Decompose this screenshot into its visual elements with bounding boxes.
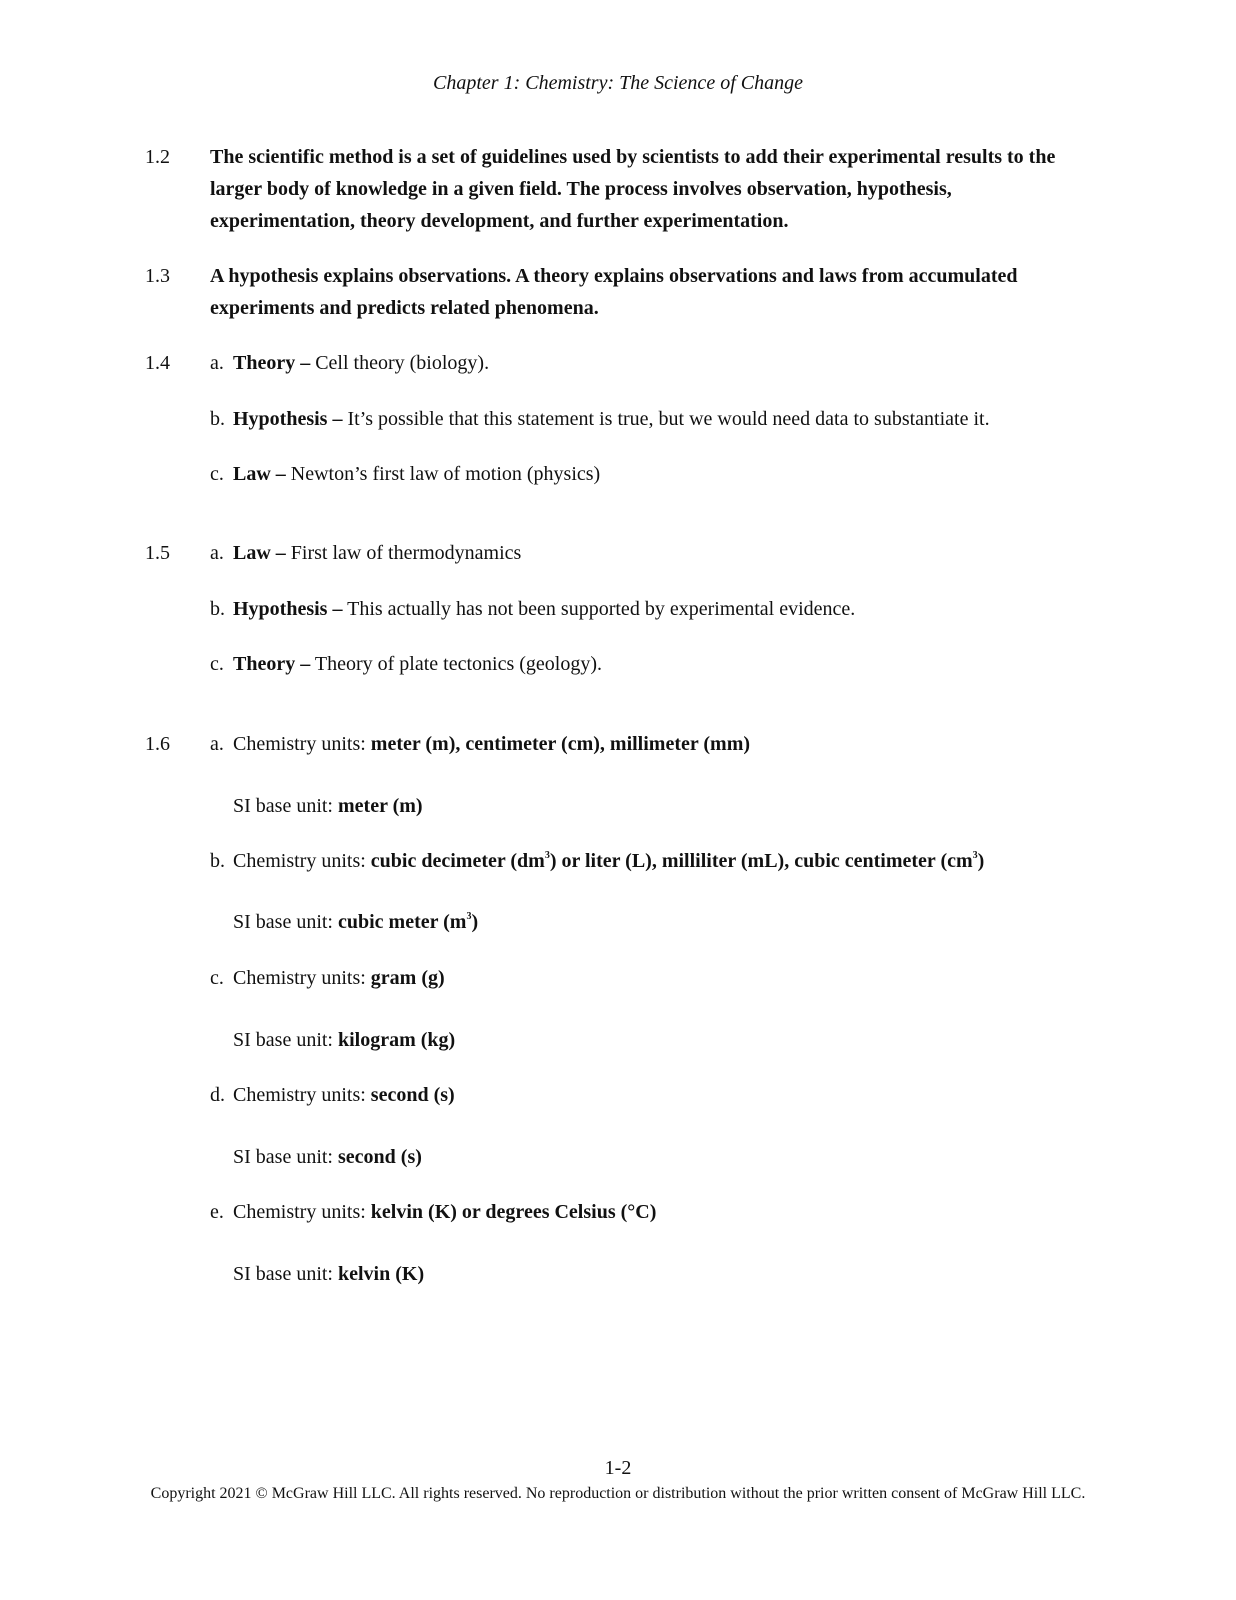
answer-item <box>210 542 521 565</box>
si-unit-value: kelvin (K) <box>338 1263 425 1285</box>
chemistry-units-value: meter (m), centimeter (cm), millimeter (mm) <box>370 733 751 755</box>
si-unit-line <box>233 1263 424 1286</box>
item-text: Theory of plate tectonics (geology). <box>310 653 602 675</box>
si-unit-label: SI base unit: <box>233 911 338 933</box>
item-letter: b. <box>210 850 225 872</box>
si-unit-line <box>233 911 478 934</box>
question-number: 1.5 <box>145 542 170 564</box>
item-letter: c. <box>210 653 224 675</box>
item-letter: c. <box>210 967 224 989</box>
item-term: Law – <box>233 463 286 485</box>
chemistry-units-label: Chemistry units: <box>233 967 371 989</box>
chapter-header: Chapter 1: Chemistry: The Science of Change <box>433 72 803 94</box>
chemistry-units-label: Chemistry units: <box>233 733 371 755</box>
item-letter: a. <box>210 352 224 374</box>
question-number: 1.3 <box>145 265 170 287</box>
value-part: ) <box>471 911 479 933</box>
item-text: This actually has not been supported by experimental evidence. <box>342 598 856 620</box>
item-text: Cell theory (biology). <box>310 352 490 374</box>
value-part: cubic decimeter (dm <box>370 850 545 872</box>
chemistry-units-value: second (s) <box>370 1084 455 1106</box>
chemistry-units-label: Chemistry units: <box>233 1201 371 1223</box>
item-letter: e. <box>210 1201 224 1223</box>
answer-item <box>210 408 990 431</box>
question-number: 1.2 <box>145 146 170 168</box>
item-text: Newton’s first law of motion (physics) <box>285 463 601 485</box>
superscript: 3 <box>972 850 978 861</box>
si-unit-value <box>338 911 478 933</box>
item-letter: d. <box>210 1084 225 1106</box>
item-letter: c. <box>210 463 224 485</box>
chemistry-units-value: kelvin (K) or degrees Celsius (°C) <box>370 1201 657 1223</box>
answer-item <box>210 598 855 621</box>
item-text: It’s possible that this statement is true, but we would need data to substantiate it. <box>342 408 990 430</box>
answer-text: A hypothesis explains observations. A theory explains observations and laws from accumulated experiments and predicts related phenomena. <box>210 265 1018 319</box>
si-unit-line <box>233 1029 455 1052</box>
si-unit-line <box>233 1146 422 1169</box>
chemistry-units-line <box>210 850 984 873</box>
item-term: Theory – <box>233 653 311 675</box>
chemistry-units-line <box>210 1084 455 1107</box>
chemistry-units-line <box>210 1201 656 1224</box>
chemistry-units-line <box>210 967 445 990</box>
answer-text: The scientific method is a set of guidelines used by scientists to add their experimental results to the larger body of knowledge in a given field. The process involves observation, hypothesis, experimentation, theory development, and further experimentation. <box>210 146 1056 232</box>
page-number: 1-2 <box>604 1457 632 1479</box>
item-text: First law of thermodynamics <box>285 542 522 564</box>
item-term: Hypothesis – <box>233 598 343 620</box>
answer-item <box>210 463 600 486</box>
superscript: 3 <box>544 850 550 861</box>
copyright-notice: Copyright 2021 © McGraw Hill LLC. All rights reserved. No reproduction or distribution without the prior written consent of McGraw Hill LLC. <box>150 1485 1086 1502</box>
si-unit-value: kilogram (kg) <box>338 1029 456 1051</box>
si-unit-label: SI base unit: <box>233 795 338 817</box>
item-letter: a. <box>210 733 224 755</box>
item-term: Law – <box>233 542 286 564</box>
answer-item <box>210 352 489 375</box>
chemistry-units-value: gram (g) <box>370 967 445 989</box>
item-letter: b. <box>210 598 225 620</box>
si-unit-label: SI base unit: <box>233 1263 338 1285</box>
question-number: 1.4 <box>145 352 170 374</box>
item-term: Theory – <box>233 352 311 374</box>
value-part: ) <box>977 850 985 872</box>
si-unit-label: SI base unit: <box>233 1029 338 1051</box>
item-letter: b. <box>210 408 225 430</box>
value-part: ) or liter (L), milliliter (mL), cubic centimeter (cm <box>549 850 973 872</box>
answer-item <box>210 653 602 676</box>
item-term: Hypothesis – <box>233 408 343 430</box>
question-number: 1.6 <box>145 733 170 755</box>
value-part: cubic meter (m <box>338 911 467 933</box>
si-unit-line <box>233 795 423 818</box>
chemistry-units-line <box>210 733 750 756</box>
chemistry-units-label: Chemistry units: <box>233 850 371 872</box>
si-unit-label: SI base unit: <box>233 1146 338 1168</box>
chemistry-units-label: Chemistry units: <box>233 1084 371 1106</box>
si-unit-value: second (s) <box>338 1146 422 1168</box>
superscript: 3 <box>466 911 472 922</box>
si-unit-value: meter (m) <box>338 795 423 817</box>
item-letter: a. <box>210 542 224 564</box>
chemistry-units-value <box>371 850 985 872</box>
